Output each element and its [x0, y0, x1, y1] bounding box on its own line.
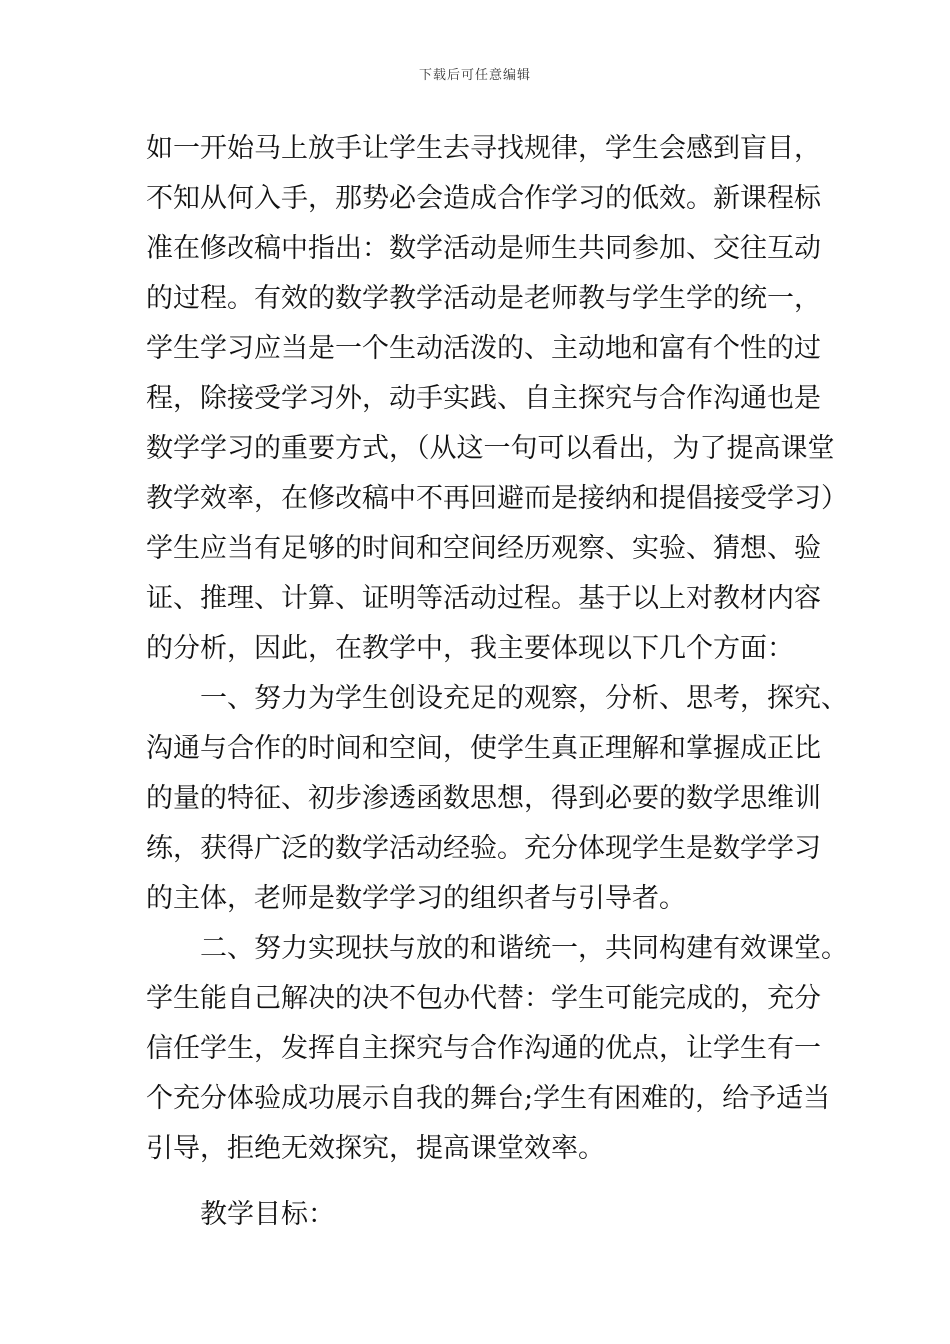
text-line: 引导，拒绝无效探究，提高课堂效率。 [146, 1133, 605, 1164]
text-line: 二、努力实现扶与放的和谐统一，共同构建有效课堂。 [200, 933, 848, 964]
text-line: 的过程。有效的数学教学活动是老师教与学生学的统一， [146, 283, 821, 314]
text-line: 如一开始马上放手让学生去寻找规律，学生会感到盲目， [146, 133, 821, 164]
text-line: 教学目标： [200, 1199, 335, 1230]
text-line: 数学学习的重要方式，（从这一句可以看出，为了提高课堂 [146, 433, 835, 464]
text-line: 的主体，老师是数学学习的组织者与引导者。 [146, 883, 686, 914]
text-line: 个充分体验成功展示自我的舞台;学生有困难的，给予适当 [146, 1083, 831, 1114]
text-line: 练，获得广泛的数学活动经验。充分体现学生是数学学习 [146, 833, 821, 864]
text-line: 沟通与合作的时间和空间，使学生真正理解和掌握成正比 [146, 733, 821, 764]
text-line: 信任学生，发挥自主探究与合作沟通的优点，让学生有一 [146, 1033, 821, 1064]
text-line: 学生应当有足够的时间和空间经历观察、实验、猜想、验 [146, 533, 821, 564]
paragraph [146, 924, 846, 1174]
text-line: 一、努力为学生创设充足的观察，分析、思考，探究、 [200, 683, 848, 714]
text-line: 不知从何入手，那势必会造成合作学习的低效。新课程标 [146, 183, 821, 214]
paragraph [146, 674, 846, 924]
page-header: 下载后可任意编辑 [418, 68, 531, 83]
paragraph [146, 1190, 846, 1240]
paragraph-gap [146, 1174, 846, 1190]
text-line: 学生能自己解决的决不包办代替：学生可能完成的，充分 [146, 983, 821, 1014]
text-line: 的量的特征、初步渗透函数思想，得到必要的数学思维训 [146, 783, 821, 814]
text-line: 学生学习应当是一个生动活泼的、主动地和富有个性的过 [146, 333, 821, 364]
document-body [146, 124, 846, 1240]
text-line: 准在修改稿中指出：数学活动是师生共同参加、交往互动 [146, 233, 821, 264]
paragraph [146, 124, 846, 674]
text-line: 的分析，因此，在教学中，我主要体现以下几个方面： [146, 633, 794, 664]
text-line: 证、推理、计算、证明等活动过程。基于以上对教材内容 [146, 583, 821, 614]
text-line: 程，除接受学习外，动手实践、自主探究与合作沟通也是 [146, 383, 821, 414]
text-line: 教学效率，在修改稿中不再回避而是接纳和提倡接受学习） [146, 483, 848, 514]
